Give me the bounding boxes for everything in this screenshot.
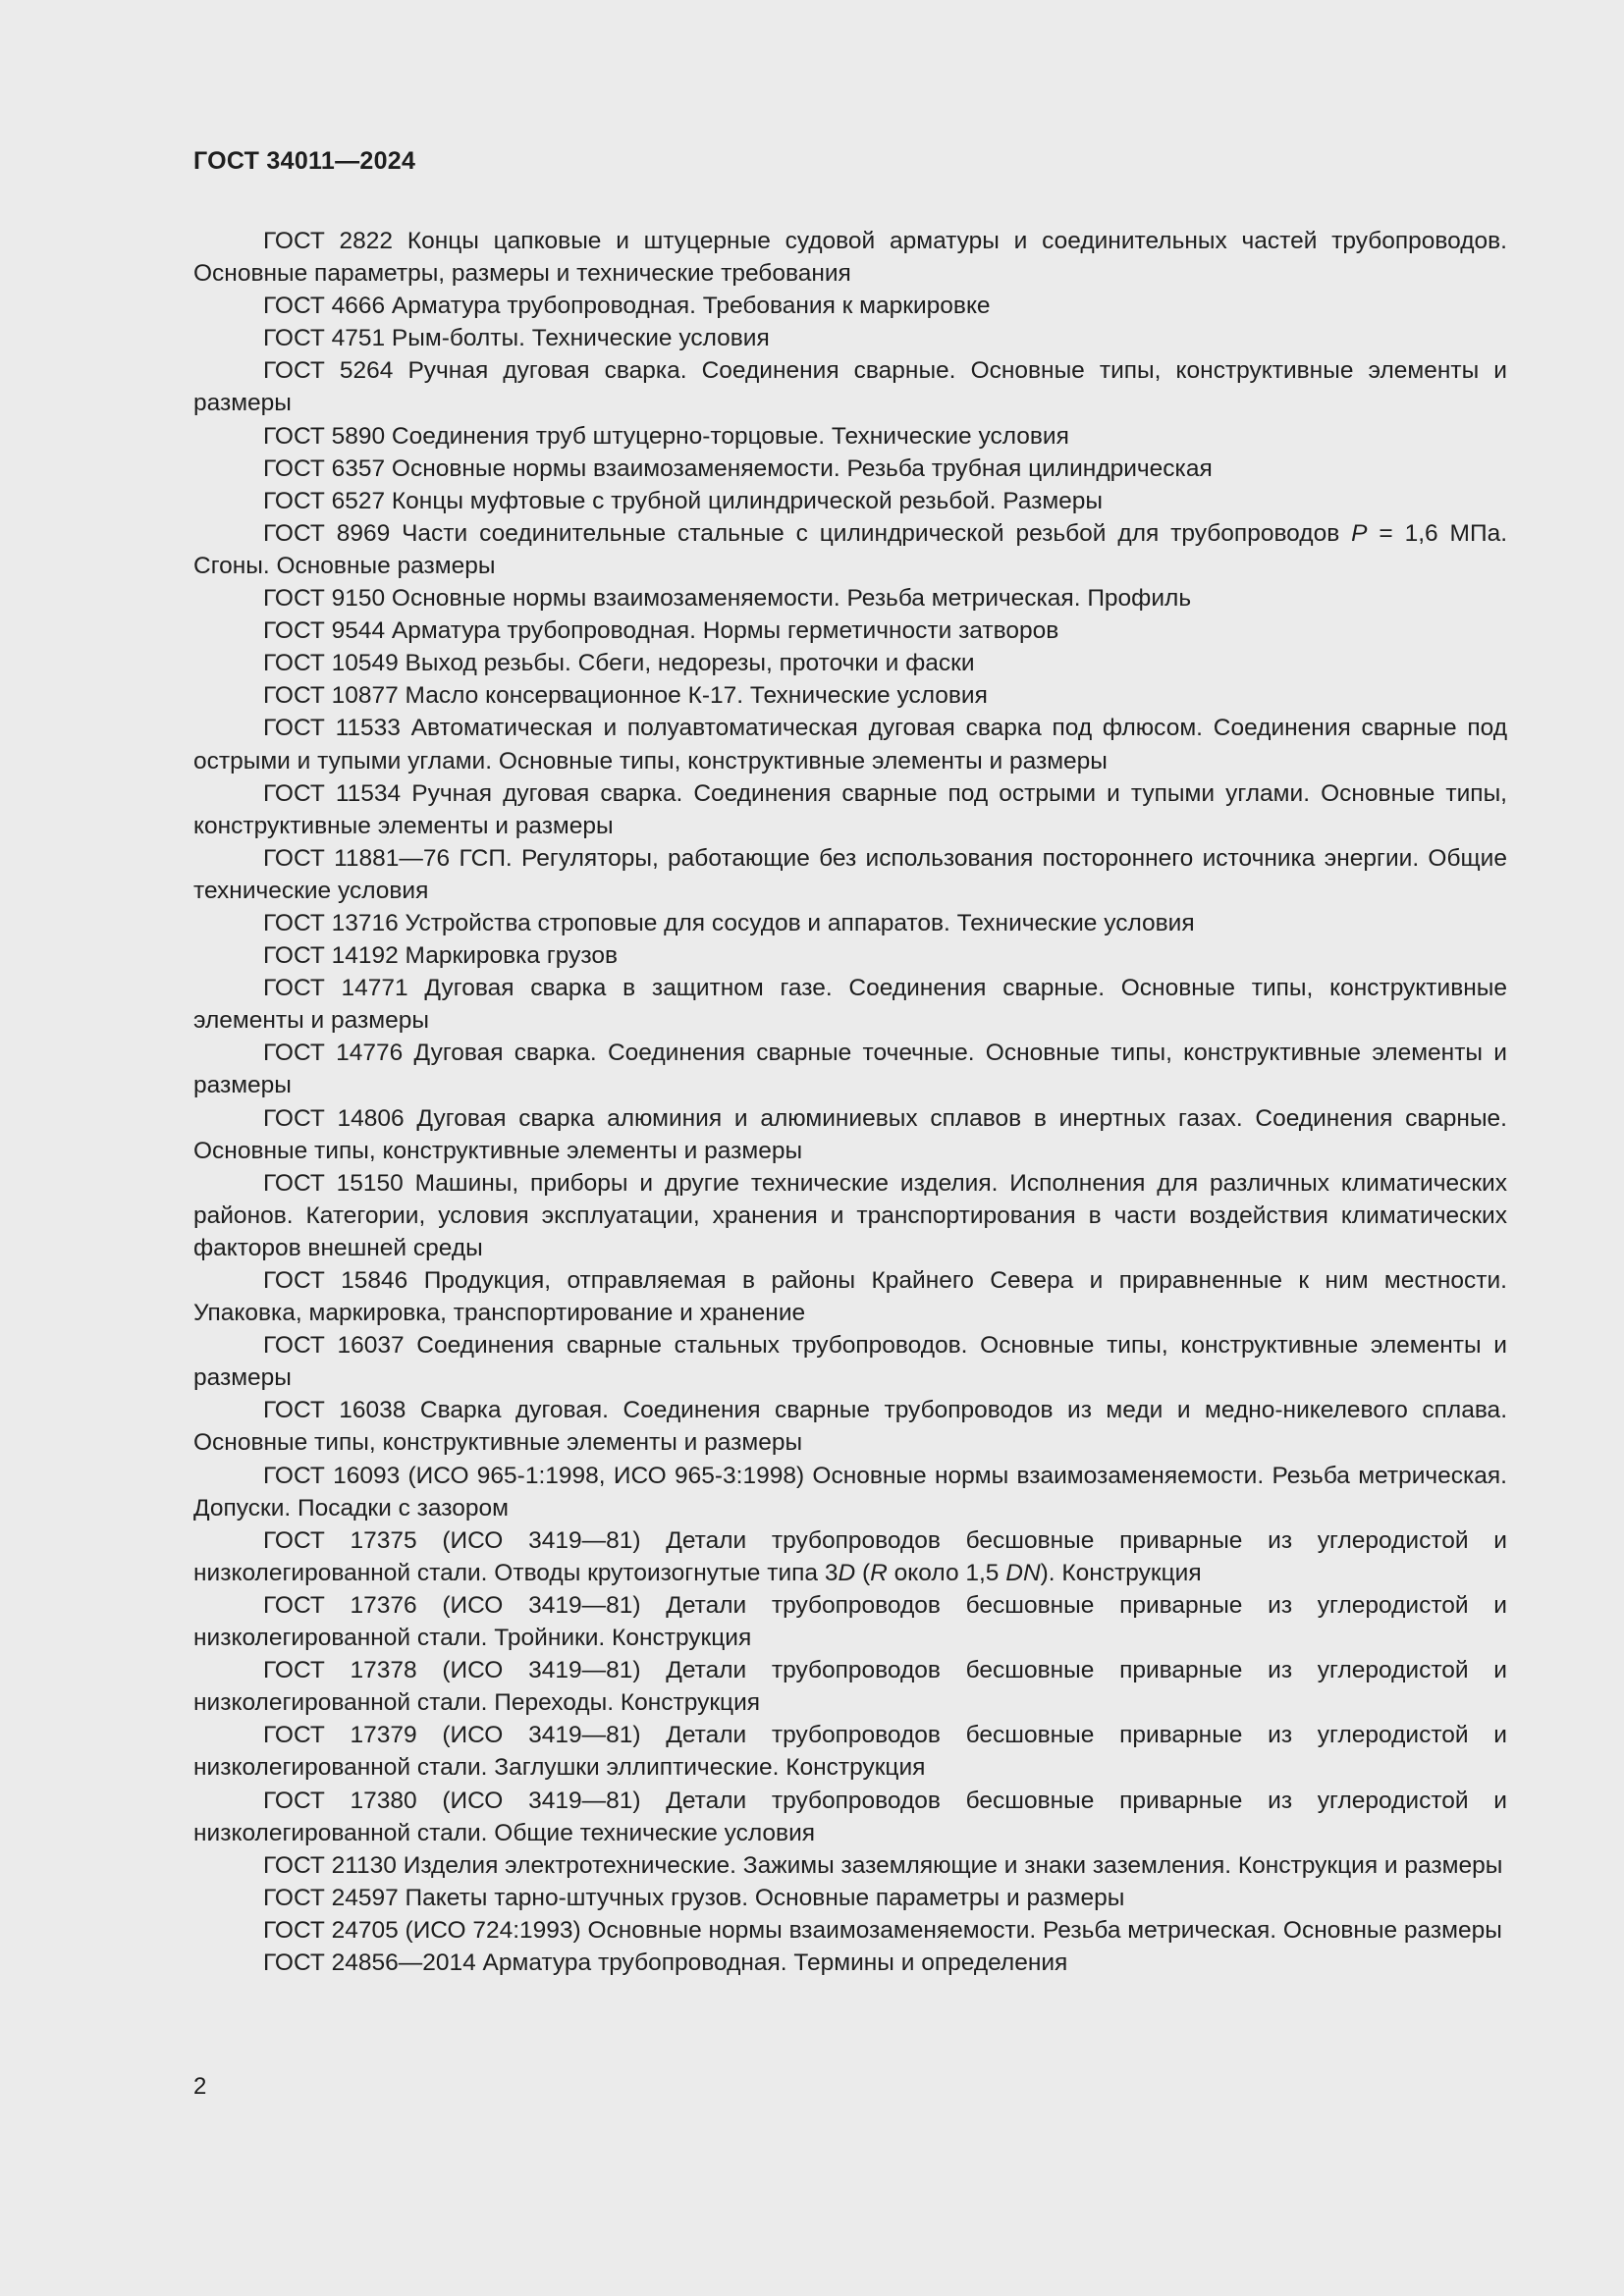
reference-entry: ГОСТ 9544 Арматура трубопроводная. Нормы герметичности затворов bbox=[263, 617, 1059, 645]
reference-entry: ГОСТ 4751 Рым-болты. Технические условия bbox=[263, 325, 770, 352]
page-number: 2 bbox=[193, 2073, 207, 2100]
reference-entry: ГОСТ 21130 Изделия электротехнические. Зажимы заземляющие и знаки заземления. Конструкция и размеры bbox=[263, 1851, 1503, 1879]
reference-entry: ГОСТ 5890 Соединения труб штуцерно-торцовые. Технические условия bbox=[263, 422, 1069, 450]
reference-entry: ГОСТ 6357 Основные нормы взаимозаменяемости. Резьба трубная цилиндрическая bbox=[263, 454, 1213, 482]
document-header: ГОСТ 34011—2024 bbox=[193, 147, 416, 175]
reference-entry: ГОСТ 10549 Выход резьбы. Сбеги, недорезы, проточки и фаски bbox=[263, 650, 975, 677]
reference-entry: ГОСТ 16038 Сварка дуговая. Соединения сварные трубопроводов из меди и медно-никелевого сплава. Основные типы, конструктивные элементы и размеры bbox=[193, 1397, 1507, 1457]
reference-entry: ГОСТ 16093 (ИСО 965-1:1998, ИСО 965-3:1998) Основные нормы взаимозаменяемости. Резьба метрическая. Допуски. Посадки с зазором bbox=[193, 1462, 1507, 1522]
reference-entry: ГОСТ 8969 Части соединительные стальные с цилиндрической резьбой для трубопроводов P = 1,6 МПа. Сгоны. Основные размеры bbox=[193, 519, 1508, 579]
reference-entry: ГОСТ 14192 Маркировка грузов bbox=[263, 942, 618, 970]
reference-entry: ГОСТ 17380 (ИСО 3419—81) Детали трубопроводов бесшовные приварные из углеродистой и низколегированной стали. Общие технические условия bbox=[193, 1787, 1507, 1846]
reference-entry: ГОСТ 17379 (ИСО 3419—81) Детали трубопроводов бесшовные приварные из углеродистой и низколегированной стали. Заглушки эллиптические. Конструкция bbox=[193, 1722, 1507, 1782]
reference-entry: ГОСТ 4666 Арматура трубопроводная. Требования к маркировке bbox=[263, 293, 991, 320]
reference-entry: ГОСТ 24597 Пакеты тарно-штучных грузов. Основные параметры и размеры bbox=[263, 1884, 1125, 1911]
reference-entry: ГОСТ 15150 Машины, приборы и другие технические изделия. Исполнения для различных климатических районов. Категории, условия эксплуатации, хранения и транспортирования в части воздействия климатических факторов внешней среды bbox=[193, 1169, 1507, 1261]
reference-entry: ГОСТ 15846 Продукция, отправляемая в районы Крайнего Севера и приравненные к ним местности. Упаковка, маркировка, транспортирование и хранение bbox=[193, 1267, 1507, 1327]
reference-entry: ГОСТ 10877 Масло консервационное К-17. Технические условия bbox=[263, 682, 988, 710]
reference-entry: ГОСТ 11533 Автоматическая и полуавтоматическая дуговая сварка под флюсом. Соединения сварные под острыми и тупыми углами. Основные типы, конструктивные элементы и размеры bbox=[193, 715, 1507, 774]
reference-entry: ГОСТ 17378 (ИСО 3419—81) Детали трубопроводов бесшовные приварные из углеродистой и низколегированной стали. Переходы. Конструкция bbox=[193, 1657, 1507, 1717]
normative-references-list bbox=[193, 225, 1507, 1979]
reference-entry: ГОСТ 13716 Устройства строповые для сосудов и аппаратов. Технические условия bbox=[263, 909, 1195, 936]
reference-entry: ГОСТ 14771 Дуговая сварка в защитном газе. Соединения сварные. Основные типы, конструктивные элементы и размеры bbox=[193, 975, 1507, 1035]
reference-entry: ГОСТ 24705 (ИСО 724:1993) Основные нормы взаимозаменяемости. Резьба метрическая. Основные размеры bbox=[263, 1916, 1502, 1944]
reference-entry: ГОСТ 11881—76 ГСП. Регуляторы, работающие без использования постороннего источника энергии. Общие технические условия bbox=[193, 844, 1507, 904]
reference-entry: ГОСТ 14776 Дуговая сварка. Соединения сварные точечные. Основные типы, конструктивные элементы и размеры bbox=[193, 1040, 1507, 1099]
reference-entry: ГОСТ 16037 Соединения сварные стальных трубопроводов. Основные типы, конструктивные элементы и размеры bbox=[193, 1332, 1507, 1392]
reference-entry: ГОСТ 24856—2014 Арматура трубопроводная. Термины и определения bbox=[263, 1949, 1068, 1976]
reference-entry: ГОСТ 6527 Концы муфтовые с трубной цилиндрической резьбой. Размеры bbox=[263, 487, 1104, 514]
reference-entry: ГОСТ 2822 Концы цапковые и штуцерные судовой арматуры и соединительных частей трубопроводов. Основные параметры, размеры и технические требования bbox=[193, 228, 1507, 288]
reference-entry: ГОСТ 17375 (ИСО 3419—81) Детали трубопроводов бесшовные приварные из углеродистой и низколегированной стали. Отводы крутоизогнутые типа 3D (R около 1,5 DN). Конструкция bbox=[193, 1526, 1507, 1586]
reference-entry: ГОСТ 14806 Дуговая сварка алюминия и алюминиевых сплавов в инертных газах. Соединения сварные. Основные типы, конструктивные элементы и размеры bbox=[193, 1104, 1507, 1164]
reference-entry: ГОСТ 5264 Ручная дуговая сварка. Соединения сварные. Основные типы, конструктивные элементы и размеры bbox=[193, 357, 1507, 417]
reference-entry: ГОСТ 11534 Ручная дуговая сварка. Соединения сварные под острыми и тупыми углами. Основные типы, конструктивные элементы и размеры bbox=[193, 779, 1507, 839]
reference-entry: ГОСТ 9150 Основные нормы взаимозаменяемости. Резьба метрическая. Профиль bbox=[263, 585, 1192, 613]
reference-entry: ГОСТ 17376 (ИСО 3419—81) Детали трубопроводов бесшовные приварные из углеродистой и низколегированной стали. Тройники. Конструкция bbox=[193, 1591, 1507, 1652]
